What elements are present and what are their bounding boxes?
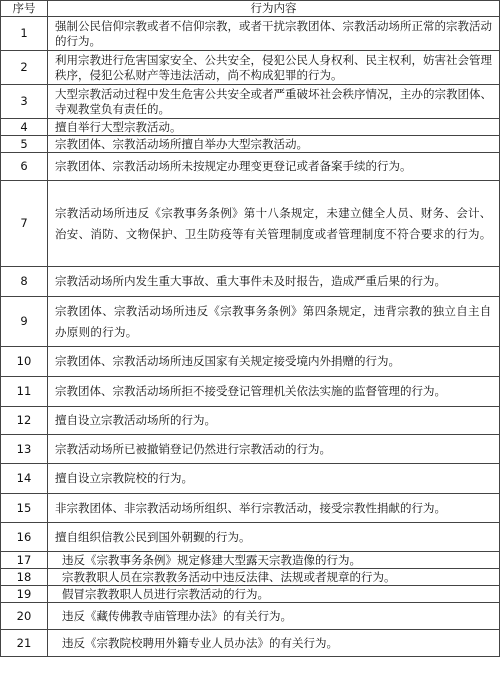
row-text: 大型宗教活动过程中发生危害公共安全或者严重破坏社会秩序情况，主办的宗教团体、寺观教堂负有责任的。 [48, 85, 500, 119]
row-text: 宗教活动场所已被撤销登记仍然进行宗教活动的行为。 [48, 435, 500, 464]
row-number: 10 [1, 347, 48, 377]
table-row [1, 17, 500, 51]
row-text: 宗教团体、宗教活动场所违反国家有关规定接受境内外捐赠的行为。 [48, 347, 500, 377]
table-row [1, 51, 500, 85]
row-text: 擅自组织信教公民到国外朝觐的行为。 [48, 523, 500, 552]
row-number: 3 [1, 85, 48, 119]
table-row [1, 377, 500, 407]
header-row [1, 1, 500, 17]
table-row [1, 297, 500, 347]
table-row [1, 569, 500, 586]
row-number: 21 [1, 630, 48, 657]
row-text: 违反《宗教院校聘用外籍专业人员办法》的有关行为。 [48, 630, 500, 657]
table-row [1, 136, 500, 153]
row-number: 8 [1, 267, 48, 297]
row-number: 14 [1, 464, 48, 494]
table-row [1, 347, 500, 377]
row-text: 擅自设立宗教活动场所的行为。 [48, 407, 500, 435]
row-number: 18 [1, 569, 48, 586]
row-number: 5 [1, 136, 48, 153]
row-text: 强制公民信仰宗教或者不信仰宗教，或者干扰宗教团体、宗教活动场所正常的宗教活动的行为。 [48, 17, 500, 51]
row-text: 宗教团体、宗教活动场所未按规定办理变更登记或者备案手续的行为。 [48, 153, 500, 181]
row-number: 2 [1, 51, 48, 85]
row-number: 17 [1, 552, 48, 569]
table-row [1, 153, 500, 181]
row-number: 6 [1, 153, 48, 181]
table-row [1, 464, 500, 494]
table-row [1, 552, 500, 569]
row-text: 宗教团体、宗教活动场所拒不接受登记管理机关依法实施的监督管理的行为。 [48, 377, 500, 407]
row-text: 假冒宗教教职人员进行宗教活动的行为。 [48, 586, 500, 603]
table-row [1, 181, 500, 267]
row-text: 宗教教职人员在宗教教务活动中违反法律、法规或者规章的行为。 [48, 569, 500, 586]
table-row [1, 494, 500, 523]
row-number: 9 [1, 297, 48, 347]
row-text: 违反《藏传佛教寺庙管理办法》的有关行为。 [48, 603, 500, 630]
table-row [1, 85, 500, 119]
row-number: 20 [1, 603, 48, 630]
row-text: 宗教团体、宗教活动场所擅自举办大型宗教活动。 [48, 136, 500, 153]
row-number: 7 [1, 181, 48, 267]
row-number: 13 [1, 435, 48, 464]
row-text: 宗教活动场所违反《宗教事务条例》第十八条规定，未建立健全人员、财务、会计、治安、消防、文物保护、卫生防疫等有关管理制度或者管理制度不符合要求的行为。 [48, 181, 500, 267]
row-text: 宗教团体、宗教活动场所违反《宗教事务条例》第四条规定，违背宗教的独立自主自办原则的行为。 [48, 297, 500, 347]
row-text: 擅自举行大型宗教活动。 [48, 119, 500, 136]
row-text: 擅自设立宗教院校的行为。 [48, 464, 500, 494]
header-number: 序号 [1, 1, 48, 17]
row-number: 16 [1, 523, 48, 552]
header-content: 行为内容 [48, 1, 500, 17]
row-number: 11 [1, 377, 48, 407]
table-row [1, 119, 500, 136]
table-row [1, 407, 500, 435]
table-row [1, 630, 500, 657]
row-number: 19 [1, 586, 48, 603]
row-number: 12 [1, 407, 48, 435]
row-text: 非宗教团体、非宗教活动场所组织、举行宗教活动，接受宗教性捐献的行为。 [48, 494, 500, 523]
table-row [1, 435, 500, 464]
row-text: 宗教活动场所内发生重大事故、重大事件未及时报告，造成严重后果的行为。 [48, 267, 500, 297]
row-text: 违反《宗教事务条例》规定修建大型露天宗教造像的行为。 [48, 552, 500, 569]
row-number: 15 [1, 494, 48, 523]
table-row [1, 523, 500, 552]
table-row [1, 267, 500, 297]
row-number: 1 [1, 17, 48, 51]
table-row [1, 586, 500, 603]
row-number: 4 [1, 119, 48, 136]
row-text: 利用宗教进行危害国家安全、公共安全，侵犯公民人身权利、民主权利，妨害社会管理秩序，侵犯公私财产等违法活动，尚不构成犯罪的行为。 [48, 51, 500, 85]
table-row [1, 603, 500, 630]
